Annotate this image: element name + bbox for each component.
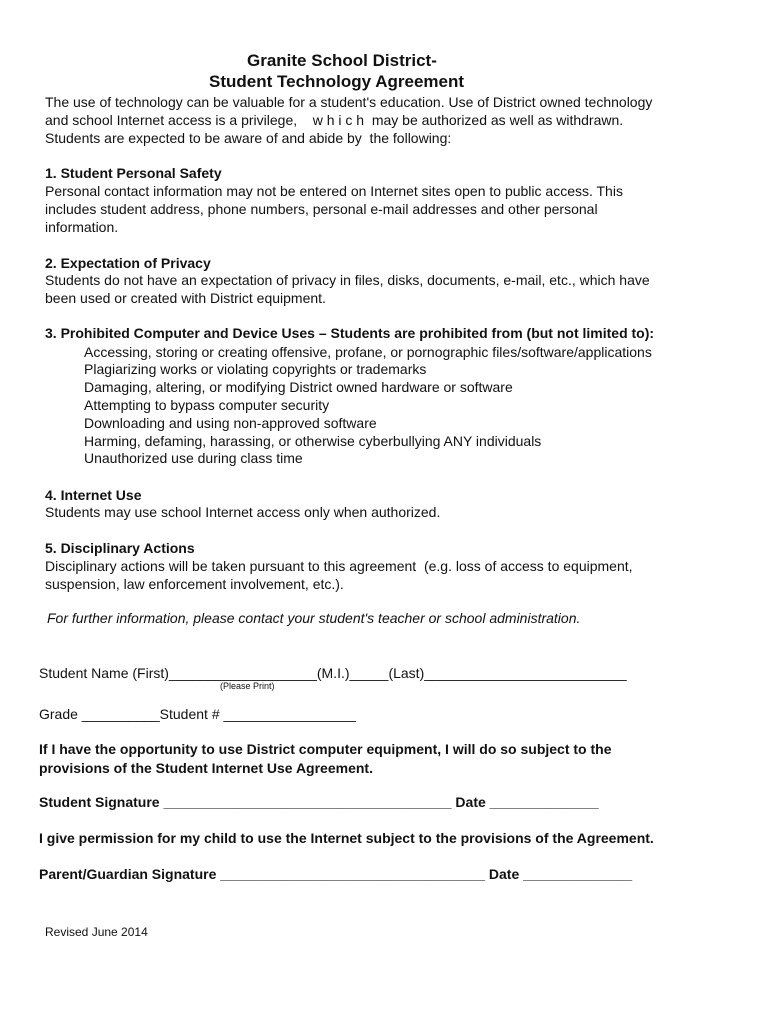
contact-note: For further information, please contact your student's teacher or school administration.	[47, 610, 581, 626]
intro-line-1: The use of technology can be valuable for a student's education. Use of District owned technology	[45, 94, 653, 110]
section-1-line: information.	[45, 219, 119, 235]
section-4-line: Students may use school Internet access only when authorized.	[45, 504, 441, 520]
section-2-line: been used or created with District equipment.	[45, 290, 326, 306]
intro-line-3: Students are expected to be aware of and abide by the following:	[45, 130, 452, 146]
please-print-note: (Please Print)	[220, 681, 275, 691]
student-name-field[interactable]: Student Name (First)___________________(M.I.)_____(Last)__________________________	[39, 665, 627, 681]
prohibited-item: Accessing, storing or creating offensive, profane, or pornographic files/software/applications	[84, 344, 652, 360]
prohibited-item: Downloading and using non-approved software	[84, 415, 377, 431]
intro-line-2: and school Internet access is a privilege, w h i c h may be authorized as well as withdrawn.	[45, 112, 624, 128]
prohibited-item: Unauthorized use during class time	[84, 450, 303, 466]
section-3-heading: 3. Prohibited Computer and Device Uses – Students are prohibited from (but not limited to):	[45, 325, 655, 341]
permission-statement: I give permission for my child to use the Internet subject to the provisions of the Agreement.	[39, 830, 654, 846]
section-4-heading: 4. Internet Use	[45, 487, 142, 503]
prohibited-item: Damaging, altering, or modifying District owned hardware or software	[84, 379, 513, 395]
title-line-1: Granite School District-	[247, 51, 437, 70]
usage-statement-line-1: If I have the opportunity to use District computer equipment, I will do so subject to the	[39, 741, 612, 757]
section-1-heading: 1. Student Personal Safety	[45, 165, 222, 181]
parent-signature-field[interactable]: Parent/Guardian Signature __________________________________ Date ______________	[39, 866, 633, 882]
section-2-heading: 2. Expectation of Privacy	[45, 255, 211, 271]
section-5-line: suspension, law enforcement involvement, etc.).	[45, 576, 344, 592]
prohibited-item: Plagiarizing works or violating copyrights or trademarks	[84, 361, 427, 377]
student-signature-field[interactable]: Student Signature _____________________________________ Date ______________	[39, 794, 599, 810]
section-1-line: Personal contact information may not be entered on Internet sites open to public access. This	[45, 183, 623, 199]
usage-statement-line-2: provisions of the Student Internet Use Agreement.	[39, 760, 373, 776]
section-5-heading: 5. Disciplinary Actions	[45, 540, 195, 556]
title-line-2: Student Technology Agreement	[209, 72, 465, 91]
prohibited-item: Attempting to bypass computer security	[84, 397, 330, 413]
revised-date: Revised June 2014	[45, 925, 148, 939]
grade-student-number-field[interactable]: Grade __________Student # _________________	[39, 706, 356, 722]
section-1-line: includes student address, phone numbers, personal e-mail addresses and other personal	[45, 201, 598, 217]
prohibited-item: Harming, defaming, harassing, or otherwise cyberbullying ANY individuals	[84, 433, 542, 449]
section-5-line: Disciplinary actions will be taken pursuant to this agreement (e.g. loss of access to equipment,	[45, 558, 633, 574]
section-2-line: Students do not have an expectation of privacy in files, disks, documents, e-mail, etc., which have	[45, 272, 650, 288]
